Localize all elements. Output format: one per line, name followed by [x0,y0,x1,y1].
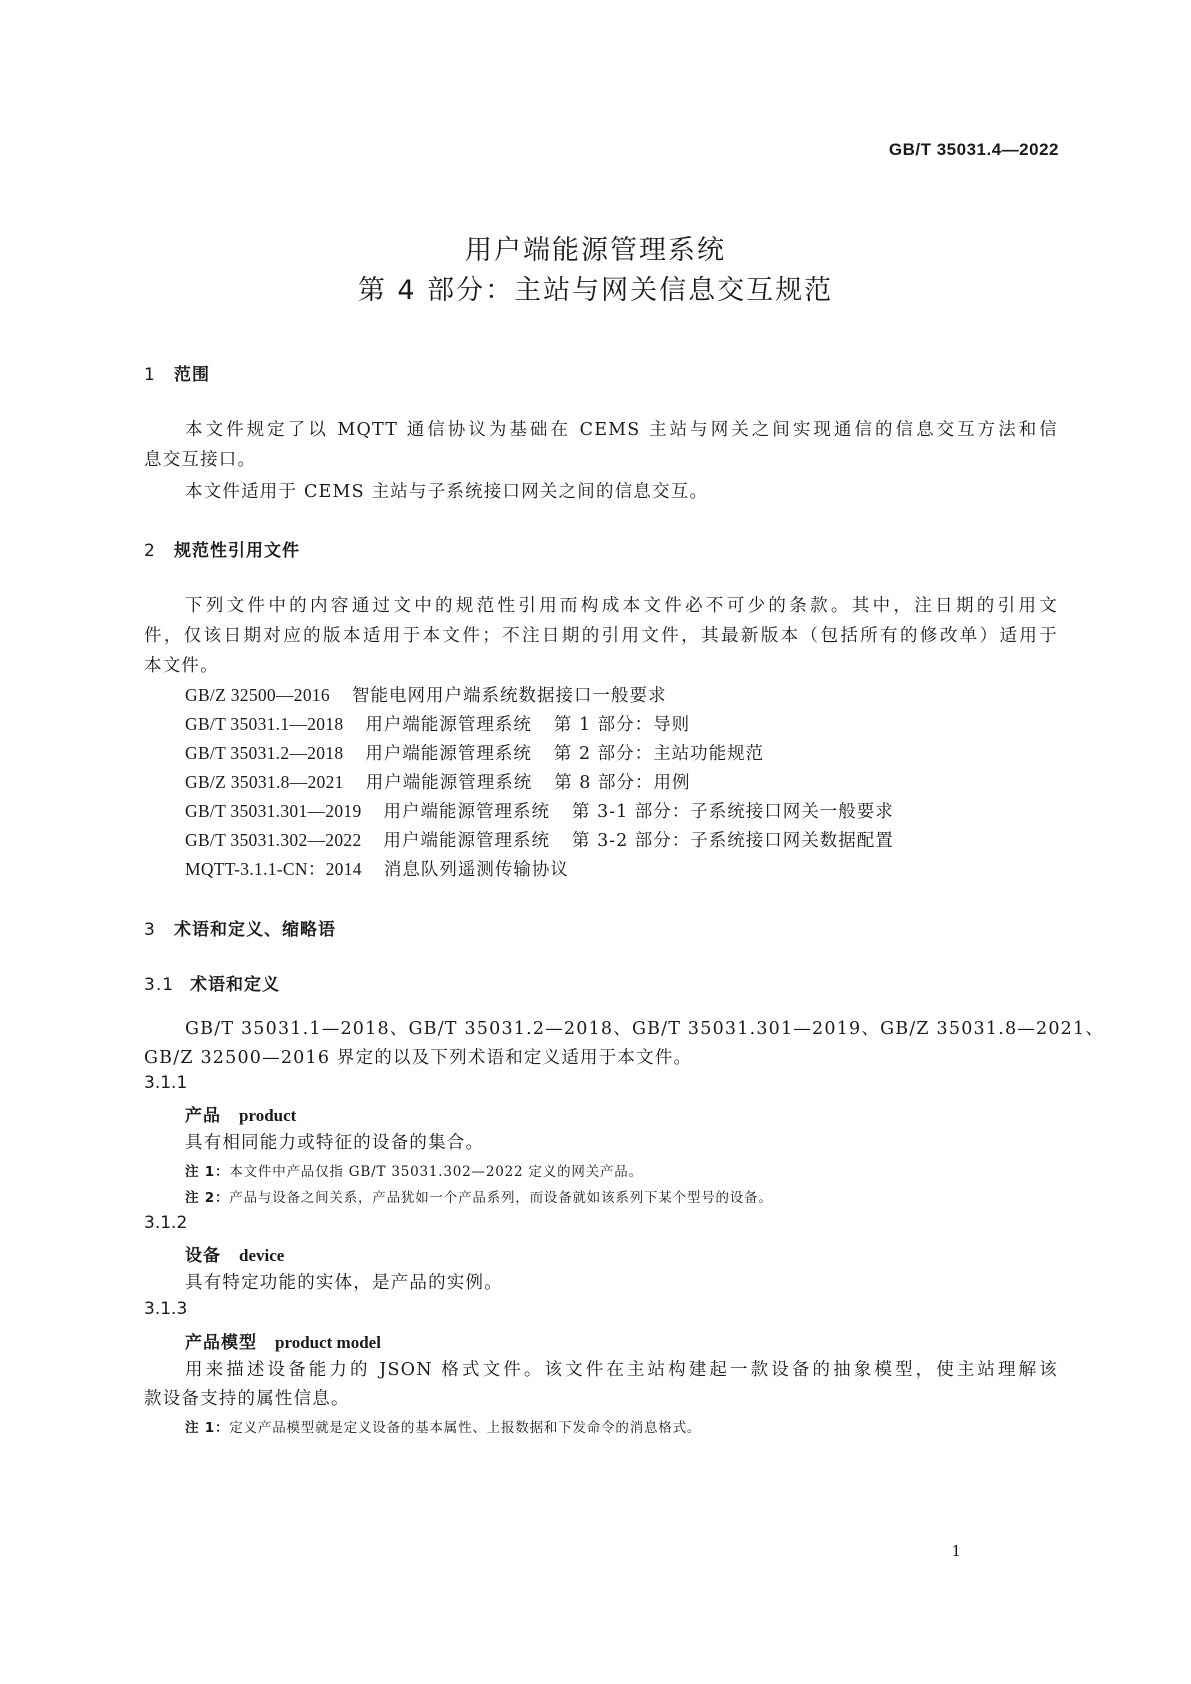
reference-item [185,827,894,852]
section-1-heading [144,360,210,385]
section-number: 3 [144,920,156,940]
note-text: 定义产品模型就是定义设备的基本属性、上报数据和下发命令的消息格式。 [229,1420,702,1436]
reference-title: 用户端能源管理系统 [365,744,532,764]
section-number: 2 [144,541,156,561]
reference-item [185,682,667,707]
reference-code: GB/T 35031.302—2022 [185,830,362,850]
reference-part: 第 1 部分：导则 [553,715,691,735]
section-3-heading [144,915,336,940]
reference-title: 用户端能源管理系统 [383,831,550,851]
term-name-en: device [239,1246,285,1265]
reference-item [185,769,690,794]
refs-intro-line1: 下列文件中的内容通过文中的规范性引用而构成本文件必不可少的条款。其中，注日期的引用文 [185,596,1058,616]
page-number: 1 [951,1542,961,1560]
term-note [185,1416,701,1436]
reference-code: GB/T 35031.2—2018 [185,743,344,763]
term-number: 3.1.3 [144,1299,188,1319]
section-title: 规范性引用文件 [174,541,300,561]
term-name-zh: 设备 [185,1246,221,1266]
reference-code: MQTT-3.1.1-CN：2014 [185,859,362,879]
reference-part: 第 2 部分：主站功能规范 [553,744,765,764]
term-definition: 具有相同能力或特征的设备的集合。 [185,1133,485,1153]
reference-title: 消息队列遥测传输协议 [383,860,569,880]
section-title: 术语和定义 [190,975,280,995]
term-name-en: product [239,1106,297,1125]
standard-number: GB/T 35031.4—2022 [888,140,1059,159]
refs-intro-line2: 件，仅该日期对应的版本适用于本文件；不注日期的引用文件，其最新版本（包括所有的修改单）适用于 [144,626,1058,646]
section-number: 1 [144,365,156,385]
section-2-heading [144,536,300,561]
term-definition-line1: 用来描述设备能力的 JSON 格式文件。该文件在主站构建起一款设备的抽象模型，使主站理解该 [185,1360,1058,1380]
reference-item [185,740,764,765]
section-title: 术语和定义、缩略语 [174,920,336,940]
reference-item [185,798,894,823]
reference-code: GB/Z 32500—2016 [185,685,330,705]
reference-item [185,856,569,881]
reference-part: 第 8 部分：用例 [554,773,691,793]
refs-intro-line3: 本文件。 [144,656,219,676]
reference-code: GB/Z 35031.8—2021 [185,772,344,792]
note-label: 注 2： [185,1190,230,1206]
reference-code: GB/T 35031.1—2018 [185,714,344,734]
scope-paragraph-line1: 本文件规定了以 MQTT 通信协议为基础在 CEMS 主站与网关之间实现通信的信息交互方法和信 [185,420,1058,440]
terms-intro-line2: GB/Z 32500—2016 界定的以及下列术语和定义适用于本文件。 [144,1048,693,1068]
term-definition-line2: 款设备支持的属性信息。 [144,1389,350,1409]
reference-title: 用户端能源管理系统 [365,773,533,793]
section-number: 3.1 [144,975,175,995]
term-number: 3.1.1 [144,1073,188,1093]
reference-title: 智能电网用户端系统数据接口一般要求 [352,686,667,706]
term-name [185,1328,381,1353]
section-3-1-heading [144,970,280,995]
scope-paragraph-line2: 息交互接口。 [144,450,257,470]
reference-part: 第 3-2 部分：子系统接口网关数据配置 [572,831,894,851]
note-text: 本文件中产品仅指 GB/T 35031.302—2022 定义的网关产品。 [229,1164,643,1180]
note-text: 产品与设备之间关系，产品犹如一个产品系列，而设备就如该系列下某个型号的设备。 [229,1190,773,1206]
term-name-en: product model [275,1333,381,1352]
document-title-line1: 用户端能源管理系统 [465,235,726,266]
reference-title: 用户端能源管理系统 [365,715,532,735]
term-name-zh: 产品 [185,1106,221,1126]
reference-code: GB/T 35031.301—2019 [185,801,362,821]
note-label: 注 1： [185,1420,230,1436]
term-number: 3.1.2 [144,1213,188,1233]
section-title: 范围 [174,365,210,385]
note-label: 注 1： [185,1164,230,1180]
document-title-line2: 第 4 部分：主站与网关信息交互规范 [357,275,834,306]
reference-part: 第 3-1 部分：子系统接口网关一般要求 [572,802,894,822]
scope-paragraph-2: 本文件适用于 CEMS 主站与子系统接口网关之间的信息交互。 [185,482,709,502]
term-note [185,1160,643,1180]
term-definition: 具有特定功能的实体，是产品的实例。 [185,1273,503,1293]
terms-intro-line1: GB/T 35031.1—2018、GB/T 35031.2—2018、GB/T 35031.301—2019、GB/Z 35031.8—2021、 [185,1019,1105,1039]
reference-title: 用户端能源管理系统 [383,802,550,822]
term-name [185,1101,296,1126]
term-note [185,1186,773,1206]
reference-item [185,711,690,736]
term-name-zh: 产品模型 [185,1333,257,1353]
term-name [185,1241,284,1266]
